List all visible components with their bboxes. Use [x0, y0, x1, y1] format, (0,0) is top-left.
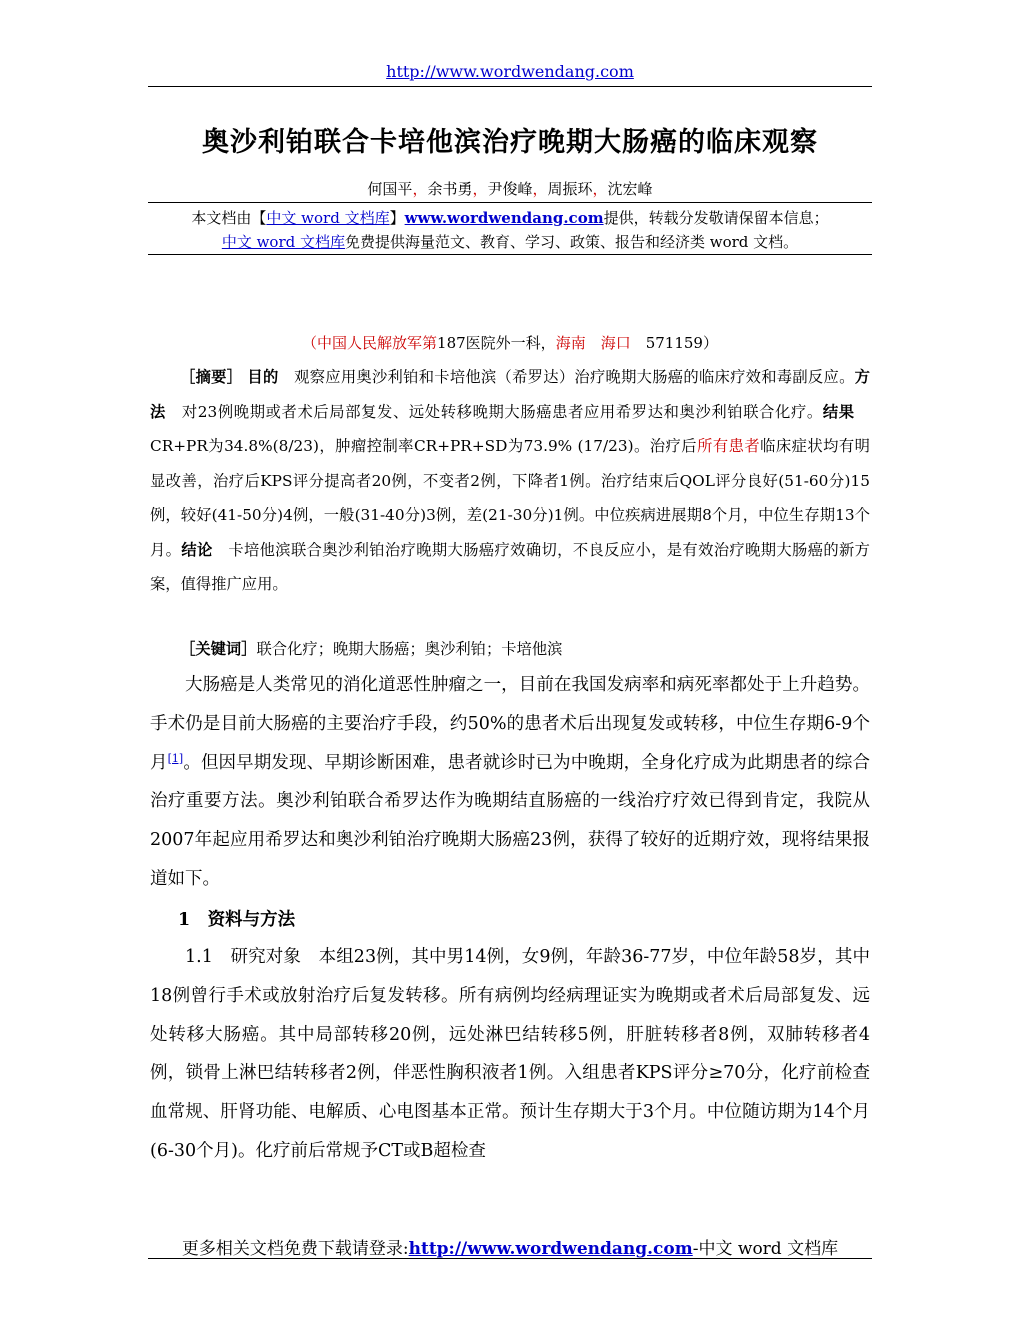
author-name: 周振环 — [547, 180, 593, 198]
abstract-conclusion: 卡培他滨联合奥沙利铂治疗晚期大肠癌疗效确切，不良反应小，是有效治疗晚期大肠癌的新方案，值得推广应用。 — [150, 540, 870, 593]
notice-prefix: 本文档由【 — [191, 209, 267, 227]
footer-rule — [148, 1258, 872, 1259]
footer-prefix: 更多相关文档免费下载请登录: — [181, 1239, 409, 1259]
abstract-goal-label: 目的 — [247, 368, 279, 386]
intro-text — [150, 666, 870, 899]
author-list — [148, 178, 872, 199]
abstract-result-highlight: 所有患者 — [697, 437, 761, 455]
abstract-method-label: 方法 — [150, 368, 870, 421]
affiliation — [148, 332, 872, 353]
author-separator: ， — [412, 180, 428, 198]
affiliation-department: 医院外一科， — [465, 334, 556, 352]
notice-library-link[interactable]: 中文 word 文档库 — [266, 209, 390, 227]
notice-top-rule — [148, 202, 872, 203]
subsection-1-1-text — [150, 938, 870, 1171]
notice-description: 免费提供海量范文、教育、学习、政策、报告和经济类 word 文档。 — [345, 233, 799, 251]
paper-title: 奥沙利铂联合卡培他滨治疗晚期大肠癌的临床观察 — [202, 127, 818, 158]
notice-bracket: 】 — [389, 209, 405, 227]
abstract-result-cont: 临床症状均有明显改善，治疗后KPS评分提高者20例，不变者2例，下降者1例。治疗结束后QOL评分良好(51-60分)15例，较好(41-50分)4例，一般(31-40分)3例，差(21-30分)1例。中位疾病进展期8个月，中位生存期13个月。 — [150, 437, 870, 559]
notice-line-2 — [148, 230, 872, 254]
page-header — [148, 62, 872, 81]
source-notice — [148, 206, 872, 254]
abstract-paragraph — [150, 360, 870, 602]
subsection-1-1-label: 1.1 研究对象 — [185, 947, 301, 967]
author-separator: ， — [532, 180, 548, 198]
notice-line-1 — [148, 206, 872, 230]
author-name: 何国平 — [367, 180, 413, 198]
affiliation-city: 海南 海口 — [555, 334, 631, 352]
notice-suffix: 提供，转载分发敬请保留本信息； — [603, 209, 829, 227]
footer-suffix: -中文 word 文档库 — [692, 1239, 839, 1259]
abstract-conclusion-label: 结论 — [181, 540, 213, 559]
header-rule — [148, 86, 872, 87]
abstract — [150, 360, 870, 602]
notice-url-link[interactable]: www.wordwendang.com — [404, 209, 604, 227]
affiliation-number: 187 — [437, 334, 466, 352]
author-separator: ， — [472, 180, 488, 198]
section-1-heading: 1 资料与方法 — [178, 910, 296, 930]
author-separator: ， — [592, 180, 608, 198]
notice-library-link-2[interactable]: 中文 word 文档库 — [221, 233, 345, 251]
keywords-label: ［关键词］ — [180, 640, 257, 658]
abstract-label: ［摘要］ — [180, 368, 243, 386]
author-name: 沈宏峰 — [607, 180, 653, 198]
intro-text-a: 大肠癌是人类常见的消化道恶性肿瘤之一，目前在我国发病率和病死率都处于上升趋势。手术仍是目前大肠癌的主要治疗手段，约50%的患者术后出现复发或转移，中位生存期6-9个月 — [150, 675, 870, 773]
author-name: 余书勇 — [427, 180, 473, 198]
affiliation-zip: 571159） — [630, 334, 718, 352]
author-name: 尹俊峰 — [487, 180, 533, 198]
subsection-1-1-body: 本组23例，其中男14例，女9例，年龄36-77岁，中位年龄58岁，其中18例曾行手术或放射治疗后复发转移。所有病例均经病理证实为晚期或者术后局部复发、远处转移大肠癌。其中局部转移20例，远处淋巴结转移5例，肝脏转移者8例，双肺转移者4例，锁骨上淋巴结转移者2例，伴恶性胸积液者1例。入组患者KPS评分≥70分，化疗前检查血常规、肝肾功能、电解质、心电图基本正常。预计生存期大于3个月。中位随访期为14个月(6-30个月)。化疗前后常规予CT或B超检查 — [150, 947, 870, 1161]
abstract-result-label: 结果 — [822, 402, 855, 421]
page-footer — [148, 1234, 872, 1259]
subsection-1-1 — [150, 938, 870, 1171]
reference-1-link[interactable]: [1] — [167, 751, 184, 765]
abstract-goal: 观察应用奥沙利铂和卡培他滨（希罗达）治疗晚期大肠癌的临床疗效和毒副反应。 — [278, 368, 855, 386]
keywords-text: 联合化疗；晚期大肠癌；奥沙利铂；卡培他滨 — [256, 640, 563, 658]
footer-url-link[interactable]: http://www.wordwendang.com — [408, 1239, 693, 1259]
abstract-result: CR+PR为34.8%(8/23)，肿瘤控制率CR+PR+SD为73.9% (17/23)。治疗后 — [150, 402, 870, 455]
intro-text-b: 。但因早期发现、早期诊断困难，患者就诊时已为中晚期，全身化疗成为此期患者的综合治疗重要方法。奥沙利铂联合希罗达作为晚期结直肠癌的一线治疗疗效已得到肯定，我院从2007年起应用希罗达和奥沙利铂治疗晚期大肠癌23例，获得了较好的近期疗效，现将结果报道如下。 — [150, 752, 871, 889]
abstract-method: 对23例晚期或者术后局部复发、远处转移晚期大肠癌患者应用希罗达和奥沙利铂联合化疗。 — [165, 402, 823, 421]
notice-bottom-rule — [148, 254, 872, 255]
intro-paragraph — [150, 666, 870, 899]
keywords — [150, 632, 870, 667]
keywords-line — [150, 632, 870, 667]
header-url-link[interactable]: http://www.wordwendang.com — [386, 62, 634, 81]
affiliation-open: （中国人民解放军第 — [302, 334, 438, 352]
